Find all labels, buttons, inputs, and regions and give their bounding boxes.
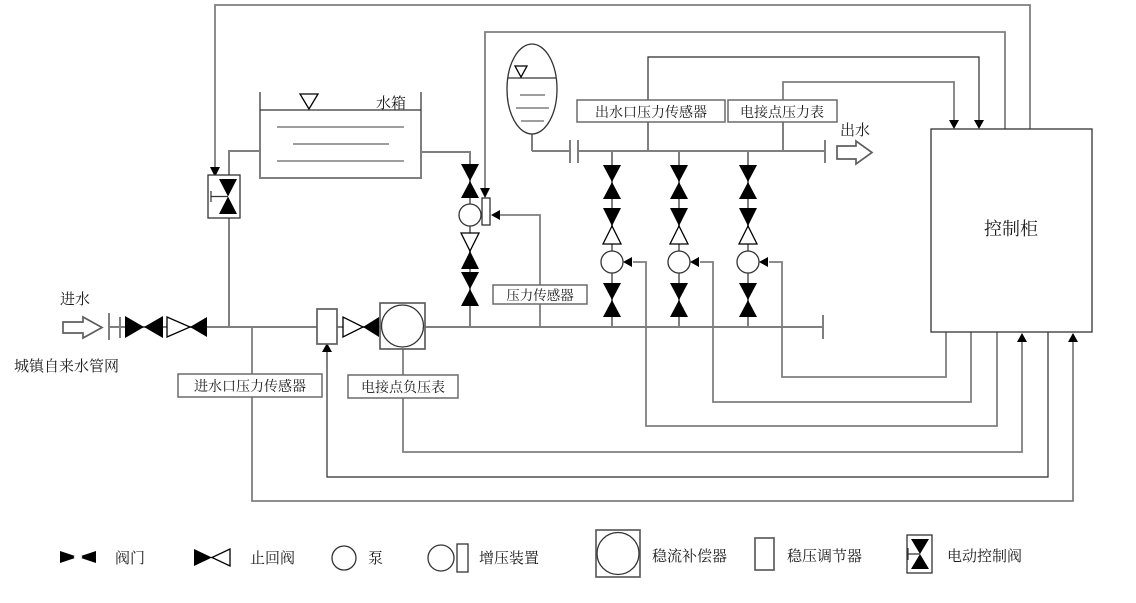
booster-pump-circle <box>459 204 481 226</box>
valve-icon <box>603 283 621 300</box>
check-valve-icon <box>603 208 621 226</box>
inlet-pressure-sensor-label: 进水口压力传感器 <box>194 379 306 395</box>
booster-device-block <box>482 198 490 225</box>
legend-item-check-valve <box>194 549 295 567</box>
pressure-regulator-device <box>317 309 337 344</box>
bladder-tank <box>507 44 557 134</box>
pump-symbol <box>332 546 356 570</box>
valve-icon <box>670 165 688 182</box>
water-tank-label: 水箱 <box>376 94 407 112</box>
valve-icon <box>670 300 688 317</box>
label-boxes <box>178 100 837 398</box>
flow-compensator-symbol <box>597 533 639 575</box>
ctrl-line-pump-3 <box>769 262 946 377</box>
check-valve-icon <box>739 208 757 226</box>
valve-icon <box>739 283 757 300</box>
union-joint <box>570 140 578 163</box>
water-out-label: 出水 <box>840 121 871 139</box>
valve-icon <box>125 316 144 338</box>
legend-label-check-valve: 止回阀 <box>250 549 296 567</box>
arrow-into-cabinet-bottom-2 <box>1068 333 1078 342</box>
valve-icon <box>461 289 479 306</box>
valve-icon <box>603 182 621 199</box>
arrow-into-cabinet-top-1 <box>974 120 984 129</box>
sig-line-inlet-sensor <box>252 327 1073 501</box>
arrow-into-cabinet-bottom-1 <box>1017 333 1027 342</box>
check-valve-icon <box>461 233 479 251</box>
water-level-icon <box>300 94 318 109</box>
valve-icon <box>461 164 479 181</box>
water-tank-ripples <box>277 127 404 161</box>
pump-circle <box>668 251 690 273</box>
check-valve-icon <box>190 317 207 337</box>
valve-icon <box>144 316 163 338</box>
legend-label-valve: 阀门 <box>115 549 146 567</box>
ctrl-line-regulator <box>327 332 1048 477</box>
pump-branch-2 <box>668 165 690 317</box>
booster-device-symbol <box>428 545 454 571</box>
arrow-into-pump-1 <box>623 257 632 267</box>
legend-item-valve <box>60 549 145 567</box>
valve-icon <box>603 165 621 182</box>
legend-label-pressure-regulator: 稳压调节器 <box>787 547 863 565</box>
flow-compensator-circle <box>382 305 424 347</box>
contact-pressure-gauge-label: 电接点压力表 <box>740 105 824 121</box>
check-valve-icon <box>670 226 688 244</box>
arrow-into-pump-2 <box>690 257 699 267</box>
contact-vacuum-gauge-label: 电接点负压表 <box>361 380 445 396</box>
check-valve-icon <box>343 317 363 337</box>
valve-icon <box>670 283 688 300</box>
valve-icon <box>739 300 757 317</box>
valve-symbol-diamond <box>74 553 83 562</box>
pump-branch-1 <box>601 165 623 317</box>
pump-branch-3 <box>737 165 759 317</box>
valve-icon <box>461 181 479 198</box>
valve-icon <box>739 165 757 182</box>
legend-item-electric-control-valve <box>907 535 1022 573</box>
check-valve-icon <box>670 208 688 226</box>
check-valve-icon <box>167 317 190 337</box>
city-network-label: 城镇自来水管网 <box>14 357 120 375</box>
check-valve-icon <box>603 226 621 244</box>
legend-label-flow-compensator: 稳流补偿器 <box>652 547 728 565</box>
legend-item-booster <box>428 544 539 572</box>
sig-line-pressure-sensor <box>500 215 540 327</box>
legend-item-pressure-regulator <box>755 538 862 570</box>
check-valve-symbol <box>212 549 230 566</box>
arrow-into-pump-3 <box>759 257 768 267</box>
legend-item-flow-compensator <box>596 530 727 577</box>
pressure-regulator-symbol <box>755 538 774 570</box>
pump-circle <box>737 251 759 273</box>
legend-item-pump <box>332 546 383 570</box>
water-out-arrow <box>837 141 872 164</box>
check-valve-icon <box>461 251 479 269</box>
arrow-into-booster-side <box>491 210 500 220</box>
legend-label-electric-control-valve: 电动控制阀 <box>947 547 1023 565</box>
valve-icon <box>670 182 688 199</box>
booster-device-symbol <box>457 544 468 572</box>
pump-circle <box>601 251 623 273</box>
water-in-arrow <box>63 317 102 338</box>
tank-right-outlet-pipe <box>421 152 470 327</box>
legend-label-pump: 泵 <box>368 549 384 567</box>
legend-label-booster: 增压装置 <box>479 549 540 567</box>
water-in-label: 进水 <box>60 290 91 308</box>
control-cabinet <box>931 129 1092 332</box>
valve-icon <box>461 272 479 289</box>
arrow-into-cabinet-top-2 <box>949 120 959 129</box>
water-pipes <box>109 122 825 340</box>
check-valve-icon <box>363 317 379 337</box>
arrow-down-booster <box>480 188 490 198</box>
electric-control-valve <box>208 175 240 218</box>
valve-icon <box>739 182 757 199</box>
check-valve-icon <box>739 226 757 244</box>
outlet-pressure-sensor-label: 出水口压力传感器 <box>595 105 707 121</box>
check-valve-symbol <box>194 549 212 566</box>
valve-icon <box>603 300 621 317</box>
control-cabinet-label: 控制柜 <box>984 219 1038 240</box>
pressure-sensor-label: 压力传感器 <box>506 288 574 304</box>
legend <box>60 530 1022 577</box>
free-labels <box>14 94 870 375</box>
